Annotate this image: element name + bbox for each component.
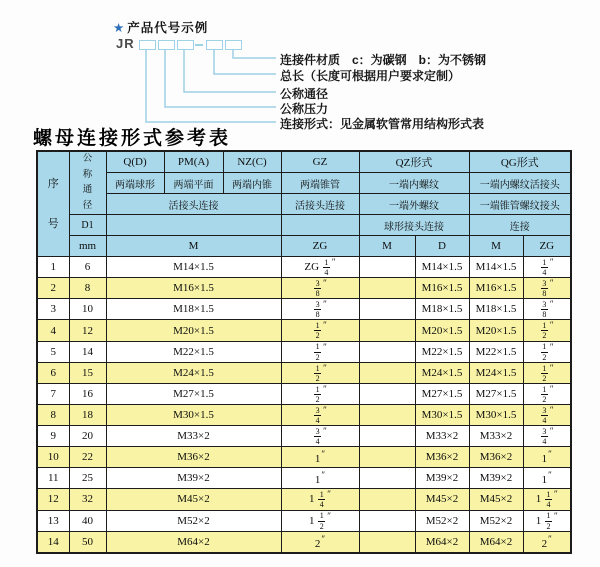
cell-m-thread: M22×1.5	[106, 341, 281, 362]
cell-qg-m: M45×2	[469, 489, 523, 510]
cell-qz-d: M39×2	[415, 468, 469, 489]
cell-dn-mm: 10	[69, 299, 106, 320]
header-serial: 序号	[37, 151, 69, 257]
header-form-qg: QG形式	[469, 151, 571, 173]
cell-dn-mm: 50	[69, 531, 106, 553]
diagram-title	[113, 18, 208, 36]
code-box-2	[158, 40, 175, 50]
cell-serial: 11	[37, 468, 69, 489]
table-row	[37, 362, 571, 383]
cell-gz-zg: $\frac{1}{2}$ ″	[281, 383, 359, 404]
header-union-connection: 活接头连接	[106, 194, 281, 215]
cell-qz-m	[359, 510, 415, 531]
table-row	[37, 299, 571, 320]
table-row	[37, 447, 571, 468]
cell-qz-m	[359, 278, 415, 299]
code-box-4	[206, 40, 223, 50]
label-material: 连接件材质 c：为碳钢 b：为不锈钢	[280, 53, 487, 67]
diagram-title-text: 产品代号示例	[127, 21, 209, 35]
cell-gz-zg: $\frac{1}{2}$ ″	[281, 320, 359, 341]
cell-qg-m: M36×2	[469, 447, 523, 468]
cell-m-thread: M24×1.5	[106, 362, 281, 383]
empty-cell	[106, 215, 281, 236]
cell-qz-d: M18×1.5	[415, 299, 469, 320]
label-nominal-diameter: 公称通径	[280, 87, 329, 101]
table-row	[37, 531, 571, 553]
header-unit-qg-m: M	[469, 236, 523, 257]
header-ends-qd: 两端球形	[106, 173, 164, 194]
code-box-3	[177, 40, 194, 50]
cell-qz-m	[359, 426, 415, 447]
cell-qz-d: M22×1.5	[415, 341, 469, 362]
cell-dn-mm: 6	[69, 257, 106, 278]
cell-serial: 12	[37, 489, 69, 510]
cell-gz-zg: 1 $\frac{1}{2}$ ″	[281, 510, 359, 531]
header-unit-m: M	[106, 236, 281, 257]
cell-dn-mm: 32	[69, 489, 106, 510]
header-form-gz: GZ	[281, 151, 359, 173]
header-unit-qg-zg: ZG	[523, 236, 571, 257]
cell-qg-m: M24×1.5	[469, 362, 523, 383]
cell-qg-zg: 1 $\frac{1}{4}$ ″	[523, 489, 571, 510]
cell-serial: 14	[37, 531, 69, 553]
header-ends-qg: 一端内螺纹活接头	[469, 173, 571, 194]
cell-m-thread: M30×1.5	[106, 405, 281, 426]
cell-qg-m: M39×2	[469, 468, 523, 489]
code-dash	[195, 44, 203, 46]
table-row	[37, 405, 571, 426]
code-box-1	[139, 40, 156, 50]
cell-qz-d: M27×1.5	[415, 383, 469, 404]
code-prefix: JR	[116, 36, 135, 51]
cell-m-thread: M64×2	[106, 531, 281, 553]
header-row-forms	[37, 151, 571, 173]
cell-serial: 10	[37, 447, 69, 468]
cell-gz-zg: $\frac{3}{4}$ ″	[281, 405, 359, 426]
header-ball-joint-connection: 球形接头连接	[359, 215, 469, 236]
cell-qz-m	[359, 362, 415, 383]
cell-qg-zg: $\frac{3}{4}$ ″	[523, 426, 571, 447]
cell-qg-zg: $\frac{3}{8}$ ″	[523, 278, 571, 299]
cell-qz-m	[359, 341, 415, 362]
cell-qg-m: M33×2	[469, 426, 523, 447]
cell-gz-zg: $\frac{3}{8}$ ″	[281, 278, 359, 299]
cell-gz-zg: 1 $\frac{1}{4}$ ″	[281, 489, 359, 510]
cell-qg-m: M16×1.5	[469, 278, 523, 299]
cell-qg-m: M22×1.5	[469, 341, 523, 362]
cell-qz-m	[359, 257, 415, 278]
cell-dn-mm: 12	[69, 320, 106, 341]
cell-qz-d: M24×1.5	[415, 362, 469, 383]
cell-dn-mm: 14	[69, 341, 106, 362]
star-icon: ★	[113, 21, 126, 35]
cell-gz-zg: 1″	[281, 468, 359, 489]
table-row	[37, 489, 571, 510]
cell-qz-d: M33×2	[415, 426, 469, 447]
cell-serial: 9	[37, 426, 69, 447]
cell-qz-d: M64×2	[415, 531, 469, 553]
cell-serial: 7	[37, 383, 69, 404]
cell-serial: 8	[37, 405, 69, 426]
header-union-connection-gz: 活接头连接	[281, 194, 359, 215]
cell-gz-zg: $\frac{1}{2}$ ″	[281, 362, 359, 383]
cell-qz-m	[359, 320, 415, 341]
header-taper-thread-joint: 一端锥管螺纹接头	[469, 194, 571, 215]
cell-qz-m	[359, 468, 415, 489]
cell-m-thread: M45×2	[106, 489, 281, 510]
empty-cell	[281, 215, 359, 236]
table-row	[37, 383, 571, 404]
cell-qg-zg: 1″	[523, 468, 571, 489]
header-d1: D1	[69, 215, 106, 236]
cell-serial: 4	[37, 320, 69, 341]
cell-qg-m: M30×1.5	[469, 405, 523, 426]
cell-qg-zg: $\frac{3}{4}$ ″	[523, 405, 571, 426]
cell-qg-zg: $\frac{1}{4}$ ″	[523, 257, 571, 278]
cell-gz-zg: $\frac{1}{2}$ ″	[281, 341, 359, 362]
cell-qg-m: M27×1.5	[469, 383, 523, 404]
header-external-thread: 一端外螺纹	[359, 194, 469, 215]
table-row	[37, 320, 571, 341]
cell-m-thread: M52×2	[106, 510, 281, 531]
cell-qg-zg: $\frac{1}{2}$ ″	[523, 362, 571, 383]
cell-gz-zg: $\frac{3}{4}$ ″	[281, 426, 359, 447]
cell-dn-mm: 40	[69, 510, 106, 531]
nut-connection-reference-table	[36, 150, 572, 554]
table-row	[37, 278, 571, 299]
cell-serial: 6	[37, 362, 69, 383]
cell-qz-d: M36×2	[415, 447, 469, 468]
cell-m-thread: M33×2	[106, 426, 281, 447]
cell-qg-zg: 2″	[523, 531, 571, 553]
cell-qg-zg: $\frac{1}{2}$ ″	[523, 341, 571, 362]
cell-serial: 5	[37, 341, 69, 362]
header-connection: 连接	[469, 215, 571, 236]
cell-qz-m	[359, 405, 415, 426]
cell-m-thread: M27×1.5	[106, 383, 281, 404]
cell-qg-zg: 1″	[523, 447, 571, 468]
header-form-qd: Q(D)	[106, 151, 164, 173]
header-unit-zg: ZG	[281, 236, 359, 257]
cell-qg-m: M18×1.5	[469, 299, 523, 320]
header-row-d1	[37, 215, 571, 236]
table-title: 螺母连接形式参考表	[33, 128, 232, 149]
cell-qz-m	[359, 447, 415, 468]
cell-qg-zg: $\frac{1}{2}$ ″	[523, 320, 571, 341]
cell-serial: 2	[37, 278, 69, 299]
label-connection-form: 连接形式：见金属软管常用结构形式表	[280, 117, 485, 131]
header-unit-qz-d: D	[415, 236, 469, 257]
header-row-units	[37, 236, 571, 257]
header-nominal-diameter: 公称通径	[69, 151, 106, 215]
cell-qg-m: M64×2	[469, 531, 523, 553]
cell-dn-mm: 15	[69, 362, 106, 383]
cell-qz-d: M45×2	[415, 489, 469, 510]
cell-qz-m	[359, 299, 415, 320]
cell-m-thread: M16×1.5	[106, 278, 281, 299]
cell-m-thread: M14×1.5	[106, 257, 281, 278]
header-unit-qz-m: M	[359, 236, 415, 257]
header-form-pma: PM(A)	[164, 151, 223, 173]
table-row	[37, 510, 571, 531]
table-body	[37, 257, 571, 553]
cell-qz-d: M52×2	[415, 510, 469, 531]
cell-qg-zg: $\frac{1}{2}$ ″	[523, 383, 571, 404]
cell-qz-m	[359, 489, 415, 510]
cell-qz-d: M16×1.5	[415, 278, 469, 299]
cell-m-thread: M18×1.5	[106, 299, 281, 320]
cell-qz-d: M30×1.5	[415, 405, 469, 426]
cell-qg-m: M52×2	[469, 510, 523, 531]
header-form-qz: QZ形式	[359, 151, 469, 173]
cell-dn-mm: 18	[69, 405, 106, 426]
cell-qg-zg: $\frac{3}{8}$ ″	[523, 299, 571, 320]
header-form-nzc: NZ(C)	[223, 151, 281, 173]
cell-gz-zg: 1″	[281, 447, 359, 468]
cell-m-thread: M36×2	[106, 447, 281, 468]
cell-dn-mm: 8	[69, 278, 106, 299]
cell-gz-zg: ZG $\frac{1}{4}$ ″	[281, 257, 359, 278]
cell-m-thread: M20×1.5	[106, 320, 281, 341]
table-header	[37, 151, 571, 257]
cell-m-thread: M39×2	[106, 468, 281, 489]
label-total-length: 总长（长度可根据用户要求定制）	[280, 69, 461, 83]
table-row	[37, 426, 571, 447]
cell-qg-zg: 1 $\frac{1}{2}$ ″	[523, 510, 571, 531]
header-ends-qz: 一端内螺纹	[359, 173, 469, 194]
cell-qg-m: M20×1.5	[469, 320, 523, 341]
cell-gz-zg: $\frac{3}{8}$ ″	[281, 299, 359, 320]
table-row	[37, 468, 571, 489]
cell-qg-m: M14×1.5	[469, 257, 523, 278]
cell-dn-mm: 20	[69, 426, 106, 447]
header-ends-nzc: 两端内锥	[223, 173, 281, 194]
table-row	[37, 341, 571, 362]
cell-qz-d: M20×1.5	[415, 320, 469, 341]
cell-serial: 3	[37, 299, 69, 320]
label-nominal-pressure: 公称压力	[280, 102, 329, 116]
header-row-connection	[37, 194, 571, 215]
cell-serial: 1	[37, 257, 69, 278]
header-ends-gz: 两端锥管	[281, 173, 359, 194]
cell-dn-mm: 25	[69, 468, 106, 489]
cell-serial: 13	[37, 510, 69, 531]
table-row	[37, 257, 571, 278]
header-mm: mm	[69, 236, 106, 257]
cell-qz-d: M14×1.5	[415, 257, 469, 278]
header-ends-pma: 两端平面	[164, 173, 223, 194]
cell-dn-mm: 22	[69, 447, 106, 468]
code-box-5	[225, 40, 242, 50]
cell-dn-mm: 16	[69, 383, 106, 404]
cell-qz-m	[359, 383, 415, 404]
cell-gz-zg: 2″	[281, 531, 359, 553]
header-row-ends	[37, 173, 571, 194]
cell-qz-m	[359, 531, 415, 553]
